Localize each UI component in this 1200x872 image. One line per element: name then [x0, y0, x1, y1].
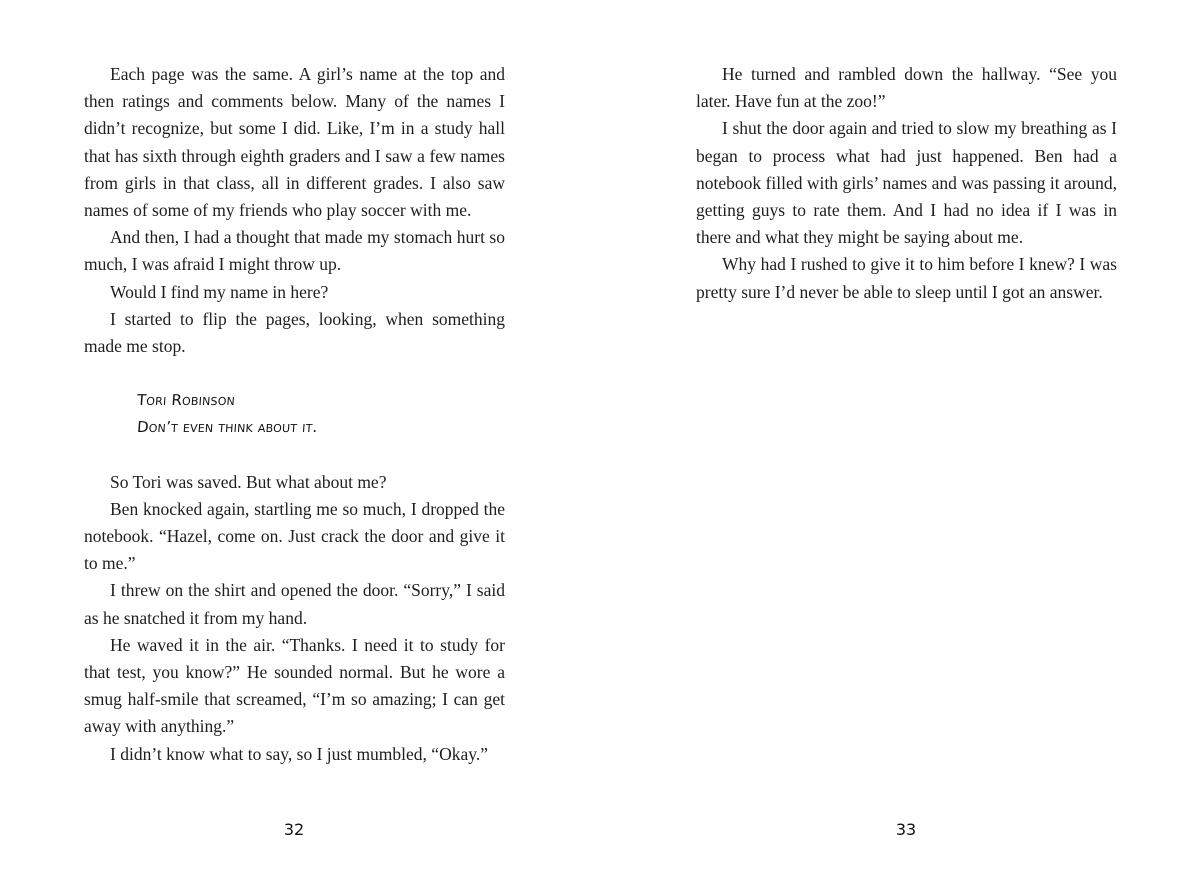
- paragraph: He waved it in the air. “Thanks. I need it to study for that test, you know?” He sounded normal. But he wore a smug half-smile that screamed, “I’m so amazing; I can get away with anything.”: [84, 634, 505, 737]
- page-number: 33: [895, 820, 917, 839]
- paragraph: I threw on the shirt and opened the door. “Sorry,” I said as he snatched it from my hand.: [84, 580, 505, 628]
- paragraph: So Tori was saved. But what about me?: [110, 471, 387, 492]
- paragraph: Would I find my name in here?: [110, 281, 329, 302]
- paragraph: Each page was the same. A girl’s name at the top and then ratings and comments below. Many of the names I didn’t recognize, but some I did. Like, I’m in a study hall that has sixth through eighth graders and I saw a few names from girls in that class, all in different grades. I also saw names of some of my friends who play soccer with me.: [84, 64, 505, 221]
- paragraph: Ben knocked again, startling me so much, I dropped the notebook. “Hazel, come on. Just crack the door and give it to me.”: [84, 498, 505, 574]
- left-page-text: [84, 61, 505, 768]
- paragraph: I shut the door again and tried to slow my breathing as I began to process what had just happened. Ben had a notebook filled with girls’ names and was passing it around, getting guys to rate them. And I had no idea if I was in there and what they might be saying about me.: [696, 118, 1117, 248]
- paragraph: And then, I had a thought that made my stomach hurt so much, I was afraid I might throw up.: [84, 227, 505, 275]
- page-number: 32: [283, 820, 305, 839]
- right-page: [600, 0, 1200, 872]
- note-comment: Don’t even think about it.: [136, 418, 319, 437]
- paragraph: I didn’t know what to say, so I just mumbled, “Okay.”: [110, 743, 488, 764]
- right-page-text: [696, 61, 1117, 306]
- paragraph: Why had I rushed to give it to him before I knew? I was pretty sure I’d never be able to sleep until I got an answer.: [696, 254, 1117, 302]
- paragraph: I started to flip the pages, looking, when something made me stop.: [84, 308, 505, 357]
- paragraph: He turned and rambled down the hallway. “See you later. Have fun at the zoo!”: [696, 64, 1117, 112]
- handwritten-note: [137, 387, 505, 441]
- note-name: Tori Robinson: [136, 391, 236, 410]
